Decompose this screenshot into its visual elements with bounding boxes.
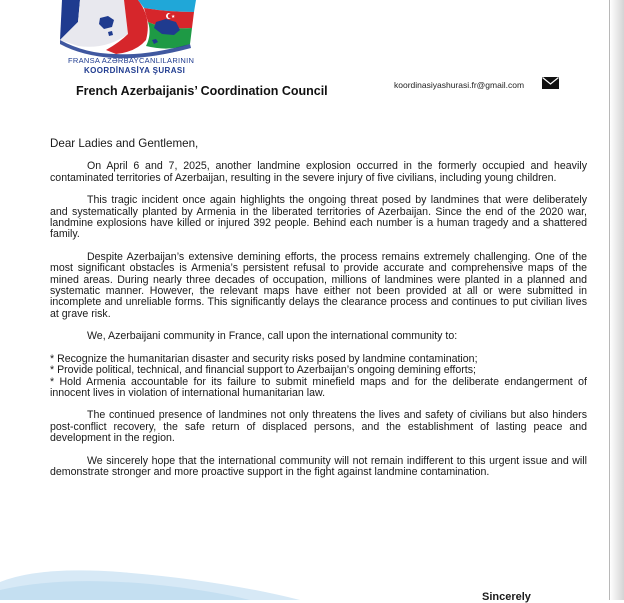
paragraph-demining: Despite Azerbaijan’s extensive demining efforts, the process remains extremely challenging. One of the most significant obstacles is Armenia’s persistent refusal to provide accurate and comprehensive maps of the mined areas. During nearly three decades of occupation, millions of landmines were planted in a planned and systematic manner. However, the relevant maps have either not been provided at all or were submitted in incomplete and unreliable forms. This significantly delays the clearance process and continues to put civilian lives at grave risk. [50, 250, 587, 320]
organization-name: French Azerbaijanis’ Coordination Council [76, 84, 328, 98]
bullet-support: * Provide political, technical, and financial support to Azerbaijan’s ongoing demining efforts; [50, 364, 476, 377]
paragraph-threat: This tragic incident once again highlights the ongoing threat posed by landmines that were deliberately and systematically planted by Armenia in the liberated territories of Azerbaijan. Since the end of the 2020 war, landmine explosions have killed or injured 392 people. Behind each number is a human tragedy and a shattered family. [50, 194, 587, 241]
salutation: Dear Ladies and Gentlemen, [50, 137, 199, 150]
paragraph-consequences: The continued presence of landmines not only threatens the lives and safety of civilians but also hinders post-conflict recovery, the safe return of displaced persons, and the establishment of lasting peace and development in the region. [50, 409, 587, 445]
envelope-icon [542, 77, 559, 89]
signoff: Sincerely [482, 591, 531, 603]
paragraph-incident: On April 6 and 7, 2025, another landmine explosion occurred in the formerly occupied and heavily contaminated territories of Azerbaijan, resulting in the severe injury of five civilians, including young children. [50, 160, 587, 184]
bullet-accountable: * Hold Armenia accountable for its failure to submit minefield maps and for the deliberate endangerment of innocent lives in violation of international humanitarian law. [50, 375, 587, 399]
logo-text-line2: KOORDİNASİYA ŞURASI [84, 66, 186, 75]
paragraph-appeal: We, Azerbaijani community in France, call upon the international community to: [87, 330, 458, 343]
email-address[interactable]: koordinasiyashurasi.fr@gmail.com [394, 80, 525, 90]
bullet-recognize: * Recognize the humanitarian disaster and security risks posed by landmine contamination; [50, 352, 478, 365]
page-shadow [610, 0, 624, 600]
letter-body [50, 138, 587, 478]
paragraph-hope: We sincerely hope that the international community will not remain indifferent to this urgent issue and will demonstrate stronger and more proactive support in the fight against landmine contamination. [50, 454, 587, 478]
logo-text-line1: FRANSA AZƏRBAYCANLILARININ [68, 56, 195, 65]
